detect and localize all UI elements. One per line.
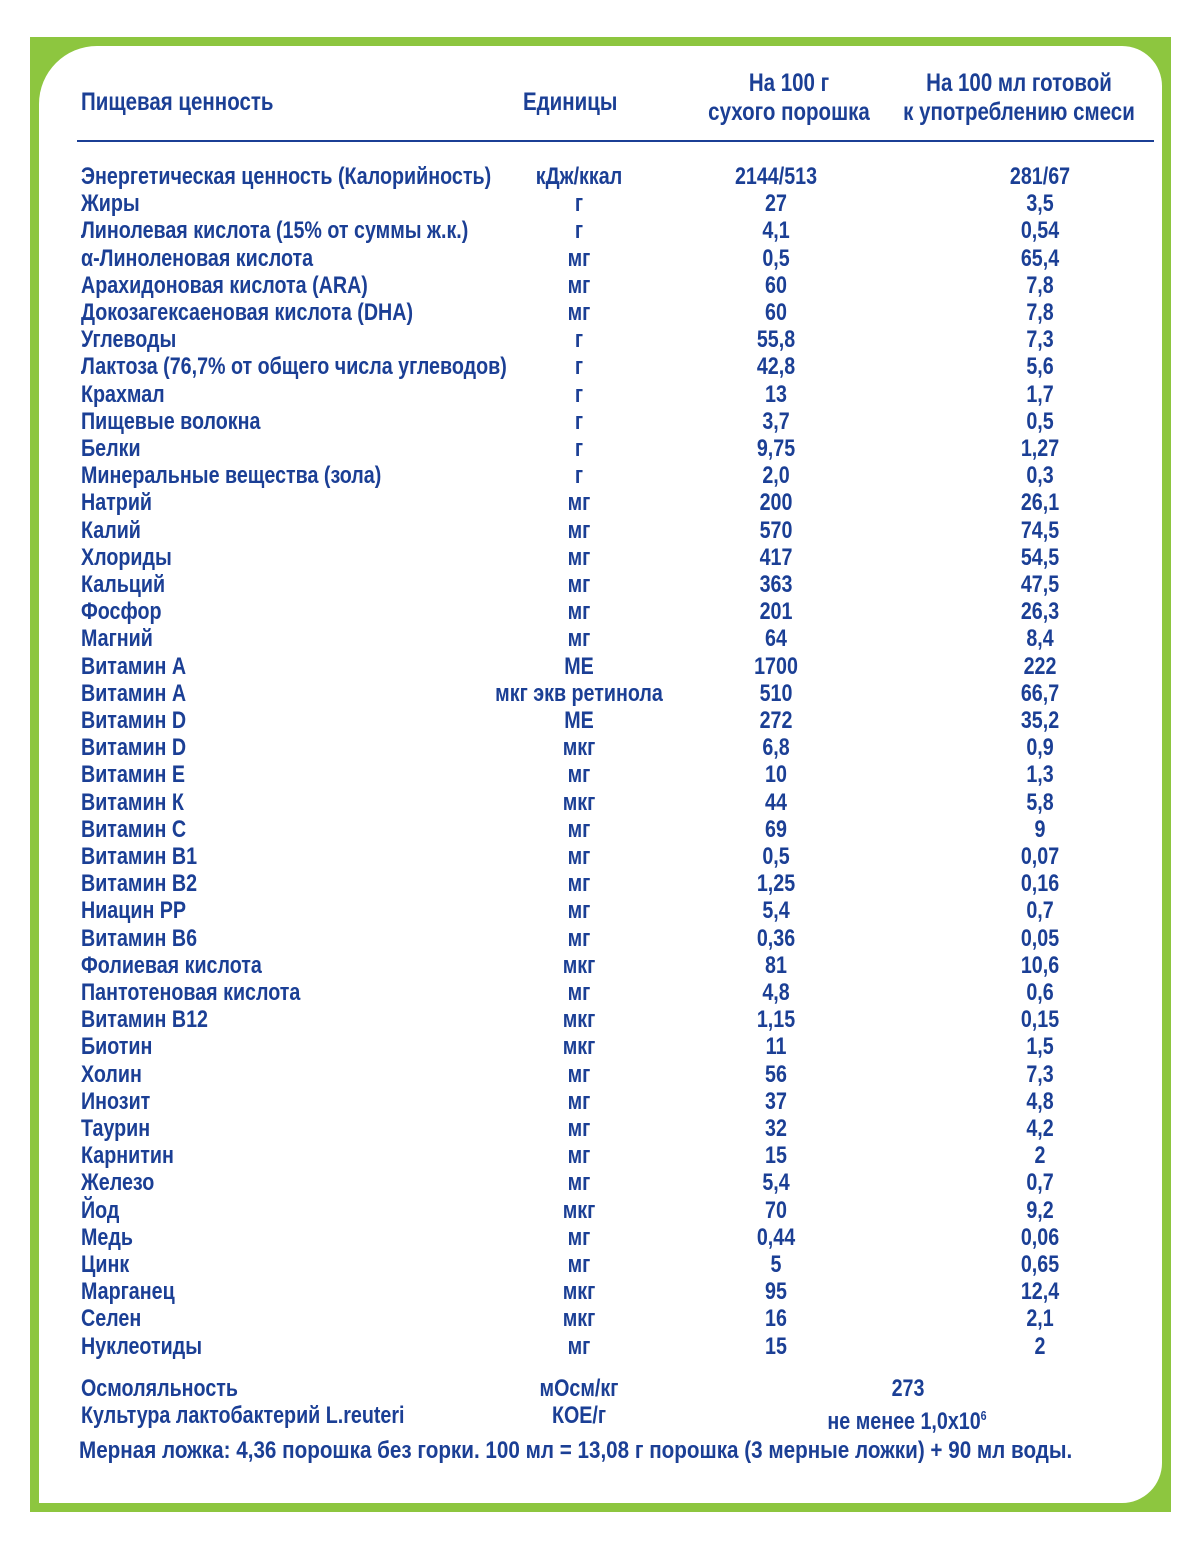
row-name: Витамин D bbox=[81, 707, 187, 734]
header-nutritional-value: Пищевая ценность bbox=[81, 88, 274, 116]
row-value-ready: 9,2 bbox=[1026, 1196, 1054, 1224]
row-name: α-Линоленовая кислота bbox=[81, 244, 314, 272]
culture-value bbox=[743, 1402, 1071, 1435]
row-name: Витамин В12 bbox=[81, 1006, 209, 1034]
row-value-ready: 8,4 bbox=[1026, 625, 1054, 653]
row-value-dry: 32 bbox=[765, 1115, 787, 1142]
row-value-ready: 12,4 bbox=[1020, 1278, 1060, 1306]
table-row bbox=[39, 707, 1162, 734]
row-name: Кальций bbox=[81, 571, 166, 598]
row-name: Фосфор bbox=[81, 598, 162, 626]
row-value-dry: 60 bbox=[765, 299, 787, 326]
row-value-ready: 0,5 bbox=[1026, 407, 1054, 435]
culture-value-base: не менее 1,0x10 bbox=[827, 1408, 981, 1435]
row-unit: г bbox=[574, 217, 584, 245]
row-value-ready: 0,6 bbox=[1026, 979, 1054, 1006]
row-value-dry: 95 bbox=[765, 1278, 787, 1306]
row-value-ready: 7,3 bbox=[1026, 1060, 1054, 1088]
row-value-dry: 9,75 bbox=[756, 435, 796, 462]
row-value-dry: 5 bbox=[770, 1251, 782, 1278]
row-name: Пищевые волокна bbox=[81, 407, 261, 435]
row-name: Фолиевая кислота bbox=[81, 951, 262, 979]
row-unit: мкг bbox=[562, 1033, 596, 1061]
table-row bbox=[39, 1278, 1162, 1305]
row-value-dry: 3,7 bbox=[762, 407, 790, 435]
row-unit: мг bbox=[567, 271, 591, 299]
row-name: Холин bbox=[81, 1060, 142, 1088]
table-row bbox=[39, 653, 1162, 680]
row-value-dry: 15 bbox=[765, 1142, 787, 1170]
table-row bbox=[39, 408, 1162, 435]
row-value-dry: 0,36 bbox=[756, 924, 796, 952]
row-unit: мг bbox=[567, 1169, 591, 1197]
row-value-dry: 13 bbox=[765, 380, 787, 408]
table-row bbox=[39, 163, 1162, 190]
row-value-ready: 2,1 bbox=[1026, 1305, 1054, 1333]
row-value-ready: 66,7 bbox=[1020, 679, 1060, 707]
row-value-dry: 570 bbox=[759, 516, 793, 544]
row-unit: мг bbox=[567, 625, 591, 653]
row-unit: мкг bbox=[562, 1196, 596, 1224]
row-value-ready: 0,7 bbox=[1026, 897, 1054, 925]
row-unit: г bbox=[574, 380, 584, 408]
row-value-ready: 2 bbox=[1034, 1332, 1046, 1360]
row-value-ready: 0,65 bbox=[1020, 1251, 1060, 1278]
table-row bbox=[39, 870, 1162, 897]
table-row bbox=[39, 680, 1162, 707]
row-value-ready: 5,6 bbox=[1026, 353, 1054, 381]
row-unit: мг bbox=[567, 924, 591, 952]
row-name: Витамин К bbox=[81, 788, 184, 816]
row-value-ready: 4,2 bbox=[1026, 1115, 1054, 1142]
row-value-ready: 1,5 bbox=[1026, 1033, 1054, 1061]
row-name: Докозагексаеновая кислота (DHA) bbox=[81, 299, 414, 326]
row-value-dry: 15 bbox=[765, 1332, 787, 1360]
row-value-ready: 4,8 bbox=[1026, 1087, 1054, 1115]
row-unit: мг bbox=[567, 815, 591, 843]
row-value-dry: 55,8 bbox=[756, 326, 796, 354]
row-value-ready: 0,06 bbox=[1020, 1223, 1060, 1251]
table-row bbox=[39, 1006, 1162, 1033]
row-unit: мг bbox=[567, 1060, 591, 1088]
nutrition-panel bbox=[39, 46, 1162, 1503]
culture-value-exponent: 6 bbox=[980, 1408, 987, 1423]
row-name: Витамин С bbox=[81, 815, 187, 843]
table-row bbox=[39, 761, 1162, 788]
table-row bbox=[39, 517, 1162, 544]
row-value-ready: 0,54 bbox=[1020, 217, 1060, 245]
header-ready-line2: к употреблению смеси bbox=[903, 98, 1135, 126]
row-name: Арахидоновая кислота (ARA) bbox=[81, 271, 368, 299]
row-name: Калий bbox=[81, 516, 141, 544]
row-value-ready: 2 bbox=[1034, 1142, 1046, 1170]
row-value-dry: 510 bbox=[759, 679, 793, 707]
row-name: Карнитин bbox=[81, 1142, 174, 1170]
row-unit: мг bbox=[567, 897, 591, 925]
row-value-ready: 7,8 bbox=[1026, 299, 1054, 326]
row-value-dry: 200 bbox=[759, 489, 793, 517]
row-name: Витамин В2 bbox=[81, 870, 198, 898]
header-ready-line1: На 100 мл готовой bbox=[926, 69, 1112, 97]
table-row bbox=[39, 789, 1162, 816]
row-name: Энергетическая ценность (Калорийность) bbox=[81, 163, 492, 190]
row-name: Железо bbox=[81, 1169, 155, 1197]
row-value-dry: 5,4 bbox=[762, 1169, 790, 1197]
row-value-ready: 5,8 bbox=[1026, 788, 1054, 816]
row-unit: г bbox=[574, 462, 584, 490]
row-value-dry: 10 bbox=[765, 761, 787, 789]
row-unit: г bbox=[574, 435, 584, 462]
row-name: Осмоляльность bbox=[81, 1375, 239, 1402]
row-name: Йод bbox=[81, 1196, 120, 1224]
row-unit: мг bbox=[567, 1142, 591, 1170]
row-value-dry: 1,15 bbox=[756, 1006, 796, 1034]
row-value-dry: 56 bbox=[765, 1060, 787, 1088]
row-unit: мг bbox=[567, 1115, 591, 1142]
row-name: Марганец bbox=[81, 1278, 175, 1306]
row-unit: мг bbox=[567, 543, 591, 571]
table-row bbox=[39, 1197, 1162, 1224]
row-name: Культура лактобактерий L.reuteri bbox=[81, 1402, 405, 1429]
osmolality-value: 273 bbox=[891, 1375, 925, 1402]
row-unit: г bbox=[574, 407, 584, 435]
row-value-ready: 47,5 bbox=[1020, 571, 1060, 598]
row-name: Витамин А bbox=[81, 652, 187, 680]
nutrition-table bbox=[39, 46, 1162, 1503]
row-value-dry: 2,0 bbox=[762, 462, 790, 490]
row-unit: мг bbox=[567, 979, 591, 1006]
row-value-dry: 70 bbox=[765, 1196, 787, 1224]
table-row bbox=[39, 1224, 1162, 1251]
row-unit: г bbox=[574, 326, 584, 354]
row-name: Витамин В6 bbox=[81, 924, 198, 952]
row-value-ready: 54,5 bbox=[1020, 543, 1060, 571]
table-row bbox=[39, 843, 1162, 870]
row-value-dry: 4,1 bbox=[762, 217, 790, 245]
table-row bbox=[39, 1088, 1162, 1115]
row-name: Жиры bbox=[81, 190, 140, 218]
row-unit: мг bbox=[567, 1223, 591, 1251]
header-dry-line2: сухого порошка bbox=[708, 98, 870, 126]
table-row bbox=[39, 1142, 1162, 1169]
table-row bbox=[39, 979, 1162, 1006]
table-row bbox=[39, 544, 1162, 571]
row-name: Витамин D bbox=[81, 734, 187, 762]
table-row bbox=[39, 462, 1162, 489]
row-value-dry: 69 bbox=[765, 815, 787, 843]
row-value-dry: 2144/513 bbox=[734, 163, 818, 190]
row-value-dry: 16 bbox=[765, 1305, 787, 1333]
row-value-dry: 363 bbox=[759, 571, 793, 598]
row-name: Углеводы bbox=[81, 326, 177, 354]
row-name: Хлориды bbox=[81, 543, 172, 571]
row-unit: мг bbox=[567, 870, 591, 898]
row-value-ready: 10,6 bbox=[1020, 951, 1060, 979]
row-name: Инозит bbox=[81, 1087, 151, 1115]
row-value-dry: 11 bbox=[765, 1033, 787, 1061]
row-value-ready: 35,2 bbox=[1020, 707, 1060, 734]
table-row bbox=[39, 925, 1162, 952]
row-unit: мкг bbox=[562, 1278, 596, 1306]
row-value-ready: 1,7 bbox=[1026, 380, 1054, 408]
row-value-ready: 0,16 bbox=[1020, 870, 1060, 898]
row-value-dry: 27 bbox=[765, 190, 787, 218]
table-row bbox=[39, 326, 1162, 353]
table-row bbox=[39, 1061, 1162, 1088]
header-units: Единицы bbox=[523, 88, 618, 116]
row-name: Ниацин РР bbox=[81, 897, 187, 925]
row-value-ready: 9 bbox=[1034, 815, 1046, 843]
table-row bbox=[39, 1033, 1162, 1060]
table-row bbox=[39, 381, 1162, 408]
row-name: Цинк bbox=[81, 1251, 130, 1278]
table-row bbox=[39, 245, 1162, 272]
row-unit: мг bbox=[567, 489, 591, 517]
row-value-dry: 1700 bbox=[754, 652, 798, 680]
row-value-dry: 4,8 bbox=[762, 979, 790, 1006]
row-name: Натрий bbox=[81, 489, 153, 517]
row-value-ready: 281/67 bbox=[1009, 163, 1071, 190]
measuring-spoon-note: Мерная ложка: 4,36 порошка без горки. 100 мл = 13,08 г порошка (3 мерные ложки) + 90 мл воды. bbox=[79, 1437, 1073, 1464]
row-value-ready: 7,8 bbox=[1026, 271, 1054, 299]
row-unit: мг bbox=[567, 843, 591, 870]
row-name: Пантотеновая кислота bbox=[81, 979, 301, 1006]
table-row bbox=[39, 353, 1162, 380]
row-unit: мкг bbox=[562, 734, 596, 762]
row-unit: мг bbox=[567, 1332, 591, 1360]
table-row bbox=[39, 217, 1162, 244]
row-name: Белки bbox=[81, 435, 141, 462]
table-row bbox=[39, 489, 1162, 516]
row-unit: мг bbox=[567, 571, 591, 598]
row-value-ready: 0,15 bbox=[1020, 1006, 1060, 1034]
row-unit: КОЕ/г bbox=[551, 1402, 607, 1429]
row-value-ready: 0,05 bbox=[1020, 924, 1060, 952]
row-unit: мг bbox=[567, 598, 591, 626]
row-value-dry: 272 bbox=[759, 707, 793, 734]
row-value-ready: 0,3 bbox=[1026, 462, 1054, 490]
row-value-dry: 37 bbox=[765, 1087, 787, 1115]
row-unit: мг bbox=[567, 1251, 591, 1278]
row-value-dry: 0,5 bbox=[762, 843, 790, 870]
row-unit: мОсм/кг bbox=[539, 1375, 619, 1402]
table-row bbox=[39, 571, 1162, 598]
row-name: Медь bbox=[81, 1223, 133, 1251]
row-value-dry: 81 bbox=[765, 951, 787, 979]
table-row bbox=[39, 1169, 1162, 1196]
row-value-dry: 44 bbox=[765, 788, 787, 816]
row-unit: г bbox=[574, 353, 584, 381]
row-value-ready: 7,3 bbox=[1026, 326, 1054, 354]
row-value-dry: 60 bbox=[765, 271, 787, 299]
table-row bbox=[39, 299, 1162, 326]
row-value-dry: 0,44 bbox=[756, 1223, 796, 1251]
row-value-dry: 64 bbox=[765, 625, 787, 653]
row-value-dry: 0,5 bbox=[762, 244, 790, 272]
row-name: Магний bbox=[81, 625, 153, 653]
row-value-ready: 3,5 bbox=[1026, 190, 1054, 218]
row-unit: мг bbox=[567, 516, 591, 544]
row-name: Биотин bbox=[81, 1033, 153, 1061]
row-value-dry: 42,8 bbox=[756, 353, 796, 381]
table-row bbox=[39, 1333, 1162, 1360]
row-unit: мкг экв ретинола bbox=[495, 679, 663, 707]
table-row bbox=[39, 952, 1162, 979]
row-value-dry: 201 bbox=[759, 598, 793, 626]
row-unit: мкг bbox=[562, 788, 596, 816]
row-unit: мкг bbox=[562, 1006, 596, 1034]
row-name: Таурин bbox=[81, 1115, 151, 1142]
row-value-dry: 417 bbox=[759, 543, 793, 571]
table-row bbox=[39, 816, 1162, 843]
row-unit: мг bbox=[567, 244, 591, 272]
row-name: Крахмал bbox=[81, 380, 165, 408]
table-row bbox=[39, 625, 1162, 652]
row-value-dry: 1,25 bbox=[756, 870, 796, 898]
row-value-ready: 65,4 bbox=[1020, 244, 1060, 272]
row-name: Витамин Е bbox=[81, 761, 186, 789]
row-name: Линолевая кислота (15% от суммы ж.к.) bbox=[81, 217, 469, 245]
table-row bbox=[39, 1305, 1162, 1332]
row-unit: мг bbox=[567, 299, 591, 326]
table-row bbox=[39, 598, 1162, 625]
row-unit: МЕ bbox=[564, 652, 594, 680]
row-value-ready: 222 bbox=[1023, 652, 1057, 680]
table-row bbox=[39, 272, 1162, 299]
row-name: Нуклеотиды bbox=[81, 1332, 203, 1360]
row-value-ready: 26,3 bbox=[1020, 598, 1060, 626]
row-name: Селен bbox=[81, 1305, 142, 1333]
row-value-dry: 6,8 bbox=[762, 734, 790, 762]
table-row bbox=[39, 897, 1162, 924]
table-row bbox=[39, 734, 1162, 761]
table-row bbox=[39, 190, 1162, 217]
row-value-ready: 26,1 bbox=[1020, 489, 1060, 517]
row-value-dry: 5,4 bbox=[762, 897, 790, 925]
table-row bbox=[39, 1251, 1162, 1278]
row-name: Витамин В1 bbox=[81, 843, 198, 870]
table-row bbox=[39, 1115, 1162, 1142]
row-value-ready: 1,27 bbox=[1020, 435, 1060, 462]
row-value-ready: 74,5 bbox=[1020, 516, 1060, 544]
row-name: Минеральные вещества (зола) bbox=[81, 462, 382, 490]
row-value-ready: 0,07 bbox=[1020, 843, 1060, 870]
table-row bbox=[39, 435, 1162, 462]
row-name: Лактоза (76,7% от общего числа углеводов) bbox=[81, 353, 507, 381]
row-value-ready: 0,9 bbox=[1026, 734, 1054, 762]
row-value-ready: 0,7 bbox=[1026, 1169, 1054, 1197]
row-value-ready: 1,3 bbox=[1026, 761, 1054, 789]
row-unit: мкг bbox=[562, 951, 596, 979]
row-unit: мкг bbox=[562, 1305, 596, 1333]
row-name: Витамин А bbox=[81, 679, 187, 707]
row-unit: мг bbox=[567, 1087, 591, 1115]
row-unit: г bbox=[574, 190, 584, 218]
row-unit: МЕ bbox=[564, 707, 594, 734]
row-unit: мг bbox=[567, 761, 591, 789]
header-dry-line1: На 100 г bbox=[748, 69, 830, 97]
row-unit: кДж/ккал bbox=[535, 163, 623, 190]
